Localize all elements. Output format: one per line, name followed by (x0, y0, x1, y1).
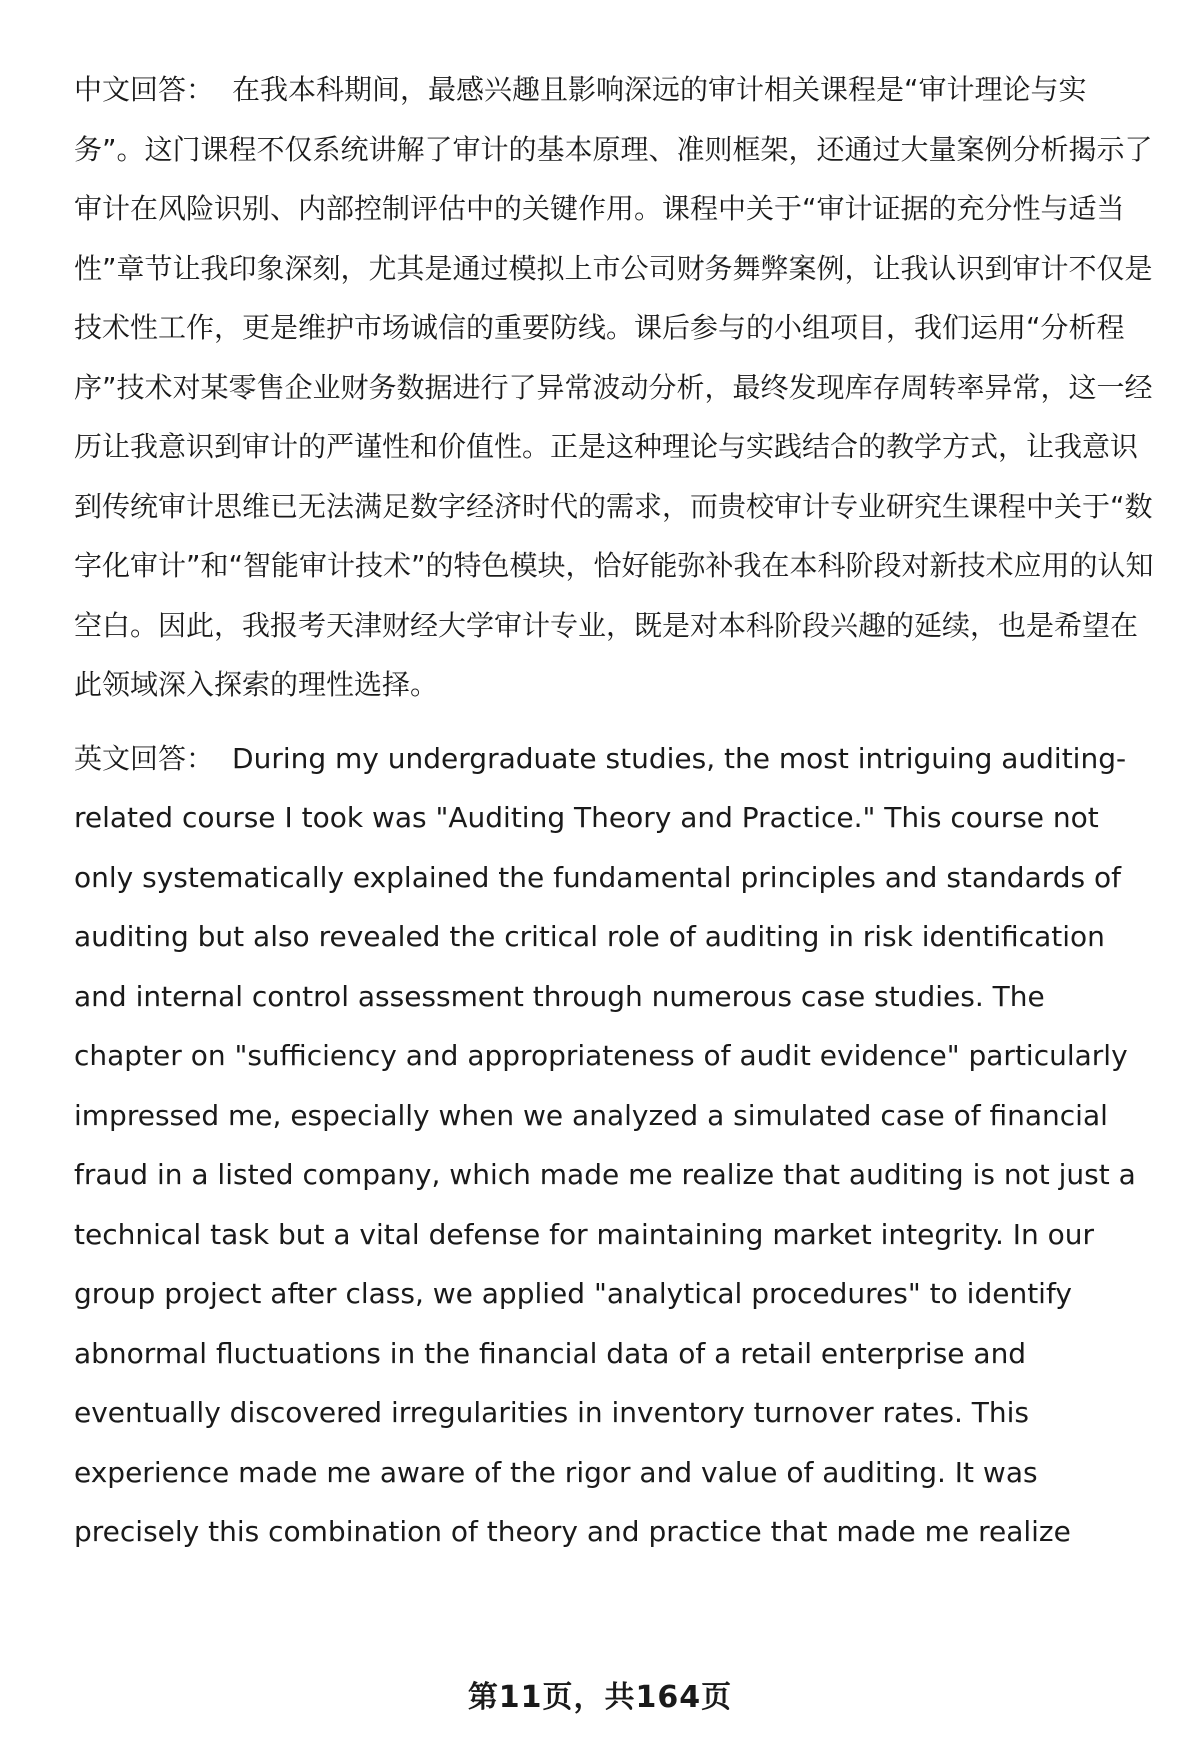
chinese-answer-text: 在我本科期间，最感兴趣且影响深远的审计相关课程是“审计理论与实务”。这门课程不仅系统讲解了审计的基本原理、准则框架，还通过大量案例分析揭示了审计在风险识别、内部控制评估中的关键作用。课程中关于“审计证据的充分性与适当性”章节让我印象深刻，尤其是通过模拟上市公司财务舞弊案例，让我认识到审计不仅是技术性工作，更是维护市场诚信的重要防线。课后参与的小组项目，我们运用“分析程序”技术对某零售企业财务数据进行了异常波动分析，最终发现库存周转率异常，这一经历让我意识到审计的严谨性和价值性。正是这种理论与实践结合的教学方式，让我意识到传统审计思维已无法满足数字经济时代的需求，而贵校审计专业研究生课程中关于“数字化审计”和“智能审计技术”的特色模块，恰好能弥补我在本科阶段对新技术应用的认知空白。因此，我报考天津财经大学审计专业，既是对本科阶段兴趣的延续，也是希望在此领域深入探索的理性选择。 (74, 73, 1154, 701)
english-answer-paragraph (74, 729, 1154, 1562)
chinese-answer-label: 中文回答： (74, 73, 215, 106)
chinese-answer-paragraph (74, 60, 1154, 715)
english-answer-label: 英文回答： (74, 741, 215, 775)
document-body (74, 60, 1154, 1562)
english-answer-text: During my undergraduate studies, the most intriguing auditing-related course I took was "Auditing Theory and Practice." This course not only systematically explained the fundamental principles and standards of auditing but also revealed the critical role of auditing in risk identification and internal control assessment through numerous case studies. The chapter on "sufficiency and appropriateness of audit evidence" particularly impressed me, especially when we analyzed a simulated case of financial fraud in a listed company, which made me realize that auditing is not just a technical task but a vital defense for maintaining market integrity. In our group project after class, we applied "analytical procedures" to identify abnormal fluctuations in the financial data of a retail enterprise and eventually discovered irregularities in inventory turnover rates. This experience made me aware of the rigor and value of auditing. It was precisely this combination of theory and practice that made me realize (74, 741, 1136, 1548)
page-number-footer: 第11页，共164页 (467, 1680, 733, 1715)
